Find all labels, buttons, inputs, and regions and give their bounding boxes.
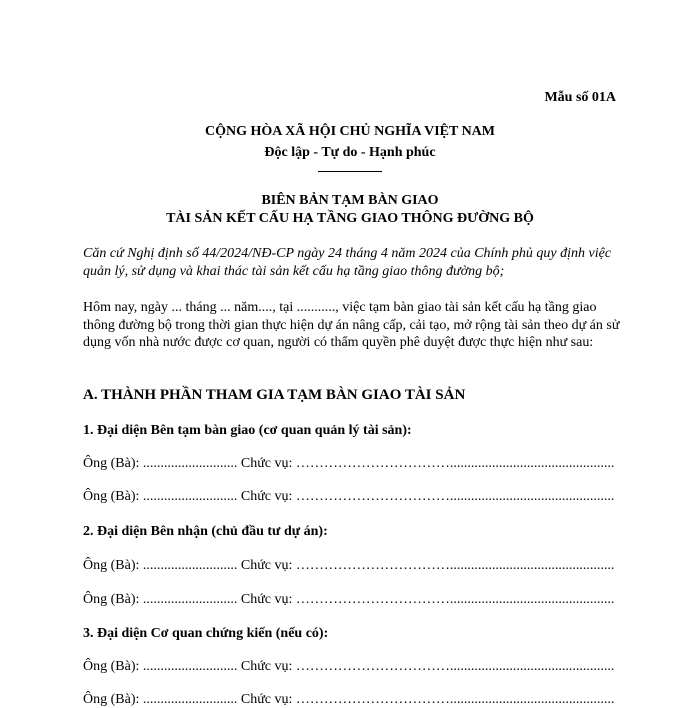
party1-heading: 1. Đại diện Bên tạm bàn giao (cơ quan quản lý tài sản):	[83, 423, 412, 438]
motto-underline	[318, 171, 382, 172]
party2-heading: 2. Đại diện Bên nhận (chủ đầu tư dự án):	[83, 524, 328, 539]
intro-paragraph: Hôm nay, ngày ... tháng ... năm...., tại ..........., việc tạm bàn giao tài sản kết cấu hạ tầng giao thông đường bộ trong thời gian thực hiện dự án nâng cấp, cải tạo, mở rộng tài sản theo dự án sử dụng vốn nhà nước được cơ quan, người có thẩm quyền phê duyệt được thực hiện như sau:	[83, 300, 620, 350]
legal-basis: Căn cứ Nghị định số 44/2024/NĐ-CP ngày 24 tháng 4 năm 2024 của Chính phủ quy định việc quản lý, sử dụng và khai thác tài sản kết cấu hạ tầng giao thông đường bộ;	[83, 246, 612, 279]
document-title-line1: BIÊN BẢN TẠM BÀN GIAO	[261, 193, 439, 208]
party2-row: Ông (Bà): ........................... Chức vụ: ……………………………...............................................	[83, 558, 615, 573]
party1-row: Ông (Bà): ........................... Chức vụ: ……………………………...............................................	[83, 489, 615, 504]
party3-heading: 3. Đại diện Cơ quan chứng kiến (nếu có):	[83, 626, 329, 641]
section-a-heading: A. THÀNH PHẦN THAM GIA TẠM BÀN GIAO TÀI SẢN	[83, 387, 466, 403]
party1-row: Ông (Bà): ........................... Chức vụ: ……………………………...............................................	[83, 456, 615, 471]
form-number: Mẫu số 01A	[544, 90, 616, 105]
party2-row: Ông (Bà): ........................... Chức vụ: ……………………………...............................................	[83, 592, 615, 607]
motto: Độc lập - Tự do - Hạnh phúc	[264, 145, 436, 160]
nation-header: CỘNG HÒA XÃ HỘI CHỦ NGHĨA VIỆT NAM	[204, 124, 495, 139]
party3-row: Ông (Bà): ........................... Chức vụ: ……………………………...............................................	[83, 659, 615, 674]
party3-row: Ông (Bà): ........................... Chức vụ: ……………………………...............................................	[83, 692, 615, 707]
document-title-line2: TÀI SẢN KẾT CẤU HẠ TẦNG GIAO THÔNG ĐƯỜNG BỘ	[166, 211, 534, 226]
